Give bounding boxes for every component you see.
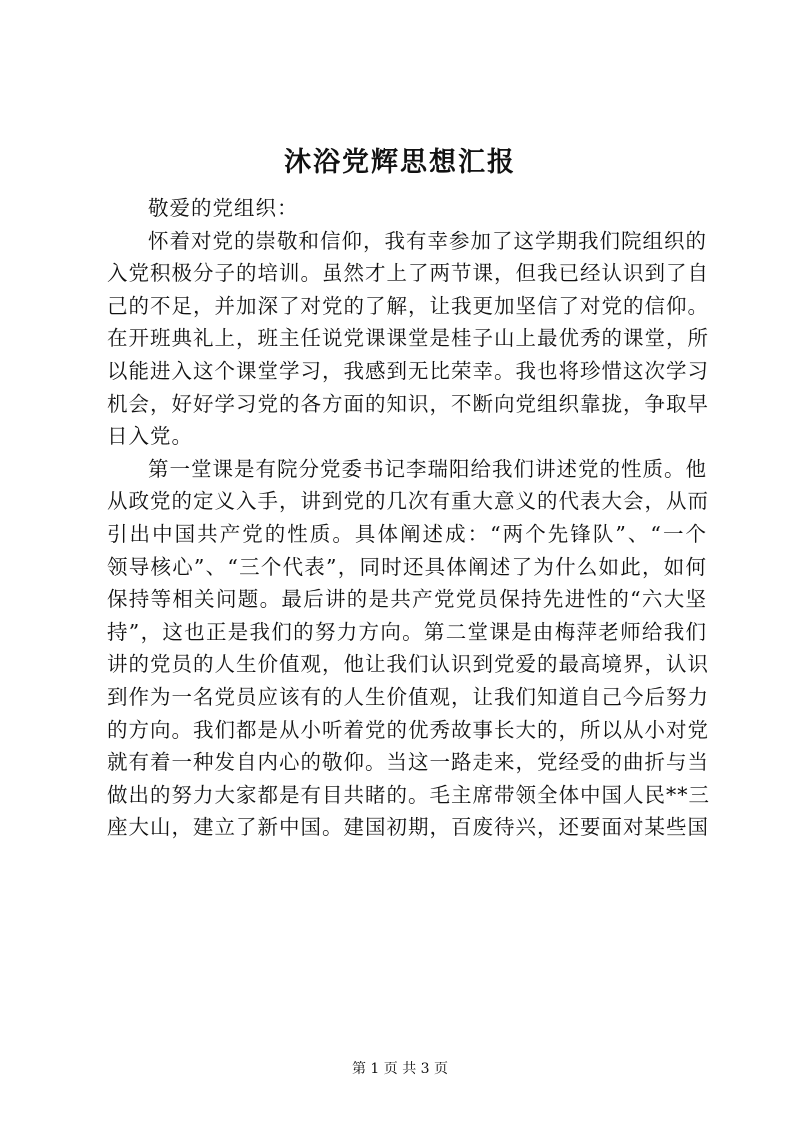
page-footer: 第 1 页 共 3 页 [351, 1061, 449, 1077]
text-line: 引出中国共产党的性质。具体阐述成：“两个先锋队”、“一个 [107, 521, 707, 546]
text-line: 己的不足，并加深了对党的了解，让我更加坚信了对党的信仰。 [107, 293, 709, 318]
text-line: 座大山，建立了新中国。建国初期，百废待兴，还要面对某些国 [107, 815, 709, 840]
document-title: 沐浴党辉思想汇报 [284, 147, 516, 178]
text-line: 讲的党员的人生价值观，他让我们认识到党爱的最高境界，认识 [107, 652, 709, 677]
body-text [107, 192, 710, 844]
text-line: 从政党的定义入手，讲到党的几次有重大意义的代表大会，从而 [107, 489, 709, 514]
text-line: 到作为一名党员应该有的人生价值观，让我们知道自己今后努力 [107, 684, 709, 709]
text-line: 保持等相关问题。最后讲的是共产党党员保持先进性的“六大坚 [107, 587, 707, 612]
text-line: 怀着对党的崇敬和信仰，我有幸参加了这学期我们院组织的 [148, 228, 707, 253]
text-line: 入党积极分子的培训。虽然才上了两节课，但我已经认识到了自 [107, 261, 709, 286]
text-line: 第一堂课是有院分党委书记李瑞阳给我们讲述党的性质。他 [148, 456, 707, 481]
text-line: 就有着一种发自内心的敬仰。当这一路走来，党经受的曲折与当 [107, 750, 709, 775]
text-line: 做出的努力大家都是有目共睹的。毛主席带领全体中国人民**三 [107, 782, 710, 807]
text-line: 的方向。我们都是从小听着党的优秀故事长大的，所以从小对党 [107, 717, 709, 742]
text-line: 领导核心”、“三个代表”，同时还具体阐述了为什么如此，如何 [107, 554, 707, 579]
text-line: 持”，这也正是我们的努力方向。第二堂课是由梅萍老师给我们 [107, 619, 707, 644]
text-line: 以能进入这个课堂学习，我感到无比荣幸。我也将珍惜这次学习 [107, 358, 709, 383]
salutation-line: 敬爱的党组织： [148, 196, 299, 220]
text-line: 机会，好好学习党的各方面的知识，不断向党组织靠拢，争取早 [107, 391, 709, 416]
text-line: 日入党。 [107, 424, 193, 449]
text-line: 在开班典礼上，班主任说党课课堂是桂子山上最优秀的课堂，所 [107, 326, 709, 351]
